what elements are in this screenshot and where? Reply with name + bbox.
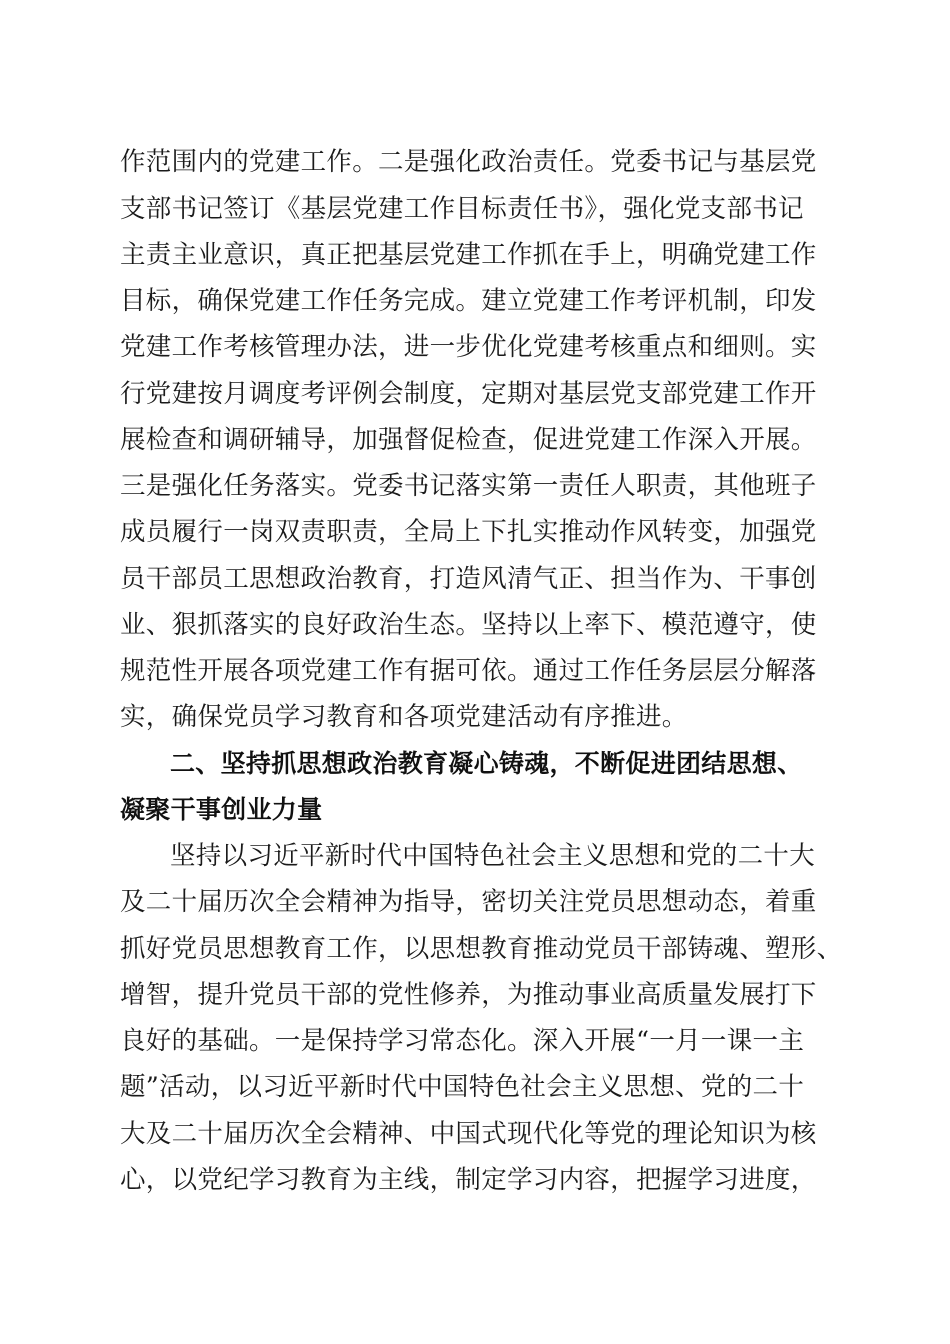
paragraph-2-line-5: 良好的基础。一是保持学习常态化。深入开展“一月一课一主: [120, 1026, 805, 1056]
section-heading-line-1: 二、坚持抓思想政治教育凝心铸魂，不断促进团结思想、: [170, 749, 803, 778]
paragraph-2-line-2: 及二十届历次全会精神为指导，密切关注党员思想动态，着重: [120, 887, 817, 917]
paragraph-1-line-5: 党建工作考核管理办法，进一步优化党建考核重点和细则。实: [120, 332, 817, 362]
paragraph-1-line-9: 成员履行一岗双责职责，全局上下扎实推动作风转变，加强党: [120, 517, 817, 547]
paragraph-1-line-11: 业、狠抓落实的良好政治生态。坚持以上率下、模范遵守，使: [120, 610, 817, 640]
paragraph-2-line-7: 大及二十届历次全会精神、中国式现代化等党的理论知识为核: [120, 1119, 817, 1149]
section-heading-line-2: 凝聚干事创业力量: [120, 795, 323, 824]
paragraph-1-line-7: 展检查和调研辅导，加强督促检查，促进党建工作深入开展。: [120, 425, 817, 455]
paragraph-2-line-8: 心，以党纪学习教育为主线，制定学习内容，把握学习进度，: [120, 1165, 817, 1195]
paragraph-1-line-12: 规范性开展各项党建工作有据可依。通过工作任务层层分解落: [120, 656, 817, 686]
paragraph-2-line-4: 增智，提升党员干部的党性修养，为推动事业高质量发展打下: [120, 980, 817, 1010]
paragraph-1-line-2: 支部书记签订《基层党建工作目标责任书》，强化党支部书记: [120, 194, 804, 224]
paragraph-1-line-6: 行党建按月调度考评例会制度，定期对基层党支部党建工作开: [120, 379, 817, 409]
paragraph-1-line-1: 作范围内的党建工作。二是强化政治责任。党委书记与基层党: [120, 147, 817, 177]
paragraph-2-line-1: 坚持以习近平新时代中国特色社会主义思想和党的二十大: [170, 841, 816, 871]
paragraph-1-line-10: 员干部员工思想政治教育，打造风清气正、担当作为、干事创: [120, 564, 817, 594]
paragraph-1-line-8: 三是强化任务落实。党委书记落实第一责任人职责，其他班子: [120, 471, 817, 501]
paragraph-1-line-13: 实，确保党员学习教育和各项党建活动有序推进。: [120, 702, 688, 732]
paragraph-1-line-3: 主责主业意识，真正把基层党建工作抓在手上，明确党建工作: [120, 240, 817, 270]
paragraph-2-line-6: 题”活动，以习近平新时代中国特色社会主义思想、党的二十: [120, 1072, 805, 1102]
paragraph-2-line-3: 抓好党员思想教育工作，以思想教育推动党员干部铸魂、塑形、: [120, 934, 843, 964]
paragraph-1-line-4: 目标，确保党建工作任务完成。建立党建工作考评机制，印发: [120, 286, 817, 316]
